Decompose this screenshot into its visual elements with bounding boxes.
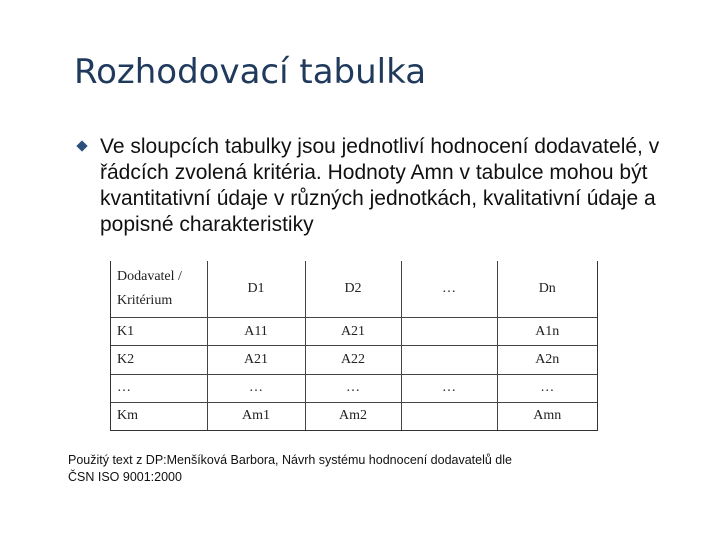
table-header-corner bbox=[111, 261, 207, 318]
bullet-text: Ve sloupcích tabulky jsou jednotliví hodnocení dodavatelé, v řádcích zvolená kritéria. Hodnoty Amn v tabulce mohou být kvantitativní údaje v různých jednotkách, kvalitativní údaje a popisné charakteristiky bbox=[100, 135, 660, 236]
caption-line: ČSN ISO 9001:2000 bbox=[68, 470, 182, 484]
table-cell: … bbox=[401, 374, 497, 402]
column-header: Dn bbox=[497, 261, 597, 318]
table-cell: A11 bbox=[207, 318, 305, 346]
row-label: K1 bbox=[111, 318, 207, 346]
table-cell: A2n bbox=[497, 346, 597, 374]
column-header: D1 bbox=[207, 261, 305, 318]
bullet-item bbox=[78, 134, 698, 238]
table-row bbox=[111, 318, 597, 346]
header-corner-line1: Dodavatel / bbox=[117, 269, 182, 284]
table-cell: Am1 bbox=[207, 402, 305, 430]
table-row bbox=[111, 346, 597, 374]
decision-table bbox=[110, 261, 598, 431]
table-row bbox=[111, 402, 597, 430]
table-cell: Amn bbox=[533, 408, 562, 424]
row-label: K2 bbox=[111, 346, 207, 374]
source-caption bbox=[68, 452, 628, 486]
row-label: Km bbox=[111, 402, 207, 430]
table-cell bbox=[401, 318, 497, 346]
table-cell: … bbox=[497, 374, 597, 402]
table-cell bbox=[401, 402, 497, 430]
table-cell: A22 bbox=[305, 346, 401, 374]
column-header: D2 bbox=[305, 261, 401, 318]
slide-title: Rozhodovací tabulka bbox=[74, 52, 427, 92]
table-cell: … bbox=[305, 374, 401, 402]
diamond-bullet-icon bbox=[76, 140, 87, 151]
table-cell: … bbox=[207, 374, 305, 402]
table-cell: A21 bbox=[207, 346, 305, 374]
row-label: … bbox=[111, 374, 207, 402]
column-header: … bbox=[401, 261, 497, 318]
table-cell bbox=[401, 346, 497, 374]
table-header-row bbox=[111, 261, 597, 318]
table-cell: A21 bbox=[305, 318, 401, 346]
table-row bbox=[111, 374, 597, 402]
caption-line: Použitý text z DP:Menšíková Barbora, Návrh systému hodnocení dodavatelů dle bbox=[68, 453, 512, 467]
table-cell: Am2 bbox=[305, 402, 401, 430]
decision-table-grid bbox=[111, 261, 597, 430]
header-corner-line2: Kritérium bbox=[117, 293, 173, 308]
table-cell: A1n bbox=[497, 318, 597, 346]
